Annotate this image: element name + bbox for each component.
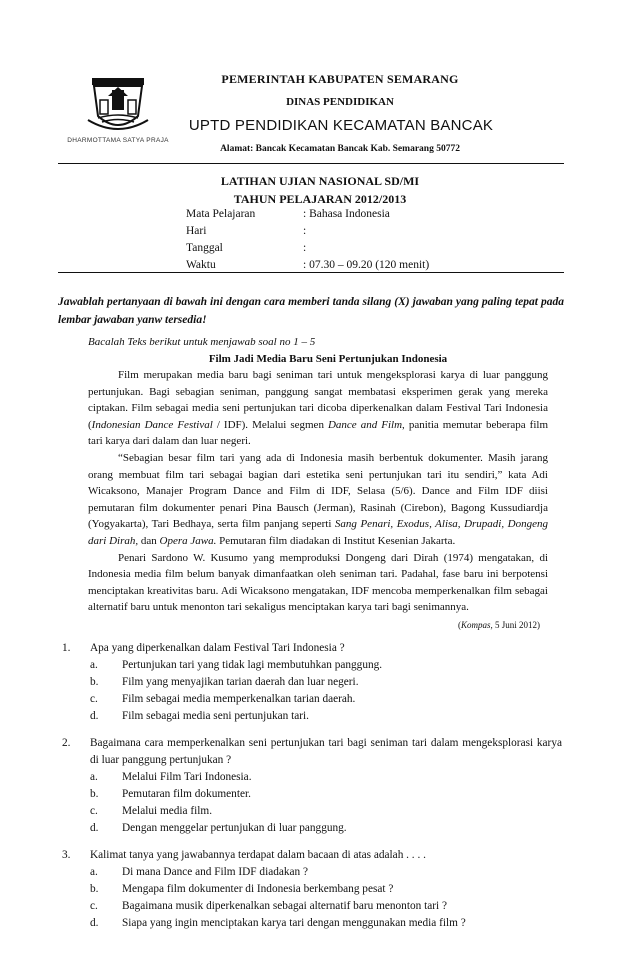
question-2	[62, 735, 562, 837]
reading-source: (Kompas, 5 Juni 2012)	[457, 619, 540, 630]
answer-option: d. Dengan menggelar pertunjukan di luar panggung.	[90, 822, 347, 834]
info-label: Hari	[186, 225, 207, 237]
exam-info	[186, 206, 516, 274]
office-title: UPTD PENDIDIKAN KECAMATAN BANCAK	[188, 117, 494, 134]
reading-paragraph-2: “Sebagian besar film tari yang ada di Indonesia masih berbentuk dokumenter. Masih jarang orang membuat film tari sebagai bagian dari estetika seni pertunjukan tari itu sendiri,” kata Adi Wicaksono, Manajer Program Dance and Film di IDF, Selasa (5/6). Dance and Film IDF diisi pemutaran film dokumenter penari Pina Bausch (Jerman), Rasinah (Cirebon), Bagong Kussudiardja (Yogyakarta), Tari Bedhaya, serta film panjang seperti Sang Penari, Exodus, Alisa, Drupadi, Dongeng dari Dirah, dan Opera Jawa. Pemutaran film diadakan di Institut Kesenian Jakarta.	[88, 451, 548, 547]
reading-title: Film Jadi Media Baru Seni Pertunjukan Indonesia	[208, 353, 448, 365]
answer-option: a. Melalui Film Tari Indonesia.	[90, 771, 252, 783]
question-1	[62, 640, 562, 725]
info-value: :	[303, 225, 307, 237]
info-value: :	[303, 242, 307, 254]
question-text: Kalimat tanya yang jawabannya terdapat dalam bacaan di atas adalah . . . .	[90, 849, 426, 861]
info-label: Mata Pelajaran	[186, 208, 256, 220]
answer-option: d. Siapa yang ingin menciptakan karya tari dengan menggunakan media film ?	[90, 917, 466, 929]
question-number: 1.	[62, 642, 71, 654]
question-number: 2.	[62, 737, 71, 749]
answer-option: a. Pertunjukan tari yang tidak lagi membutuhkan panggung.	[90, 659, 383, 671]
header-divider	[58, 163, 564, 164]
answer-option: a. Di mana Dance and Film IDF diadakan ?	[90, 866, 309, 878]
question-text: Apa yang diperkenalkan dalam Festival Tari Indonesia ?	[90, 642, 345, 654]
answer-option: c. Bagaimana musik diperkenalkan sebagai alternatif baru menonton tari ?	[90, 900, 447, 912]
question-3	[62, 847, 562, 932]
letterhead	[0, 0, 638, 170]
answer-option: b. Mengapa film dokumenter di Indonesia berkembang pesat ?	[90, 883, 394, 895]
info-value: : Bahasa Indonesia	[303, 208, 390, 220]
reading-intro: Bacalah Teks berikut untuk menjawab soal no 1 – 5	[88, 336, 316, 348]
office-address: Alamat: Bancak Kecamatan Bancak Kab. Semarang 50772	[220, 144, 460, 154]
info-row	[186, 206, 516, 223]
instruction-text: Jawablah pertanyaan di bawah ini dengan cara memberi tanda silang (X) jawaban yang paling tepat pada lembar jawaban yanw tersedia!	[58, 296, 564, 326]
info-row	[186, 240, 516, 257]
info-value: : 07.30 – 09.20 (120 menit)	[303, 259, 430, 271]
answer-option: d. Film sebagai media seni pertunjukan tari.	[90, 710, 309, 722]
question-number: 3.	[62, 849, 71, 861]
answer-option: b. Pemutaran film dokumenter.	[90, 788, 251, 800]
exam-title-line2: TAHUN PELAJARAN 2012/2013	[233, 192, 407, 206]
reading-paragraph-3: Penari Sardono W. Kusumo yang memproduksi Dongeng dari Dirah (1974) mengatakan, di Indonesia media film belum banyak dimanfaatkan oleh seniman tari. Padahal, fase baru ini berpotensi menciptakan kreativitas baru. Adi Wicaksono mengatakan, IDF mencoba memperkenalkan film sebagai alternatif baru untuk menonton tari sekaligus menciptakan karya tari bagi senimannya.	[88, 551, 548, 614]
regency-emblem-icon	[86, 76, 150, 136]
answer-option: c. Film sebagai media memperkenalkan tarian daerah.	[90, 693, 356, 705]
reading-paragraph-1: Film merupakan media baru bagi seniman tari untuk mengeksplorasi karya di luar panggung pertunjukan. Bagi sebagian seniman, panggung sangat membatasi eksperimen gerak yang mereka ciptakan. Film sebagai media seni pertunjukan tari dicoba diperkenalkan dalam Festival Tari Indonesia (Indonesian Dance Festival / IDF). Melalui segmen Dance and Film, panitia memutar beberapa film tari karya dari dalam dan luar negeri.	[88, 369, 548, 448]
answer-option: c. Melalui media film.	[90, 805, 213, 817]
government-title: PEMERINTAH KABUPATEN SEMARANG	[221, 72, 459, 86]
question-list	[62, 640, 562, 942]
department-title: DINAS PENDIDIKAN	[286, 96, 394, 108]
info-label: Waktu	[186, 259, 216, 271]
logo-motto: DHARMOTTAMA SATYA PRAJA	[67, 137, 169, 144]
question-text: Bagaimana cara memperkenalkan seni pertunjukan tari bagi seniman tari dalam mengeksplorasi karya di luar panggung pertunjukan ?	[90, 737, 562, 766]
info-row	[186, 223, 516, 240]
answer-option: b. Film yang menyajikan tarian daerah dan luar negeri.	[90, 676, 359, 688]
exam-title	[130, 172, 510, 208]
reading-passage	[88, 334, 548, 632]
info-divider	[58, 272, 564, 273]
info-label: Tanggal	[186, 242, 223, 254]
exam-title-line1: LATIHAN UJIAN NASIONAL SD/MI	[220, 174, 420, 188]
